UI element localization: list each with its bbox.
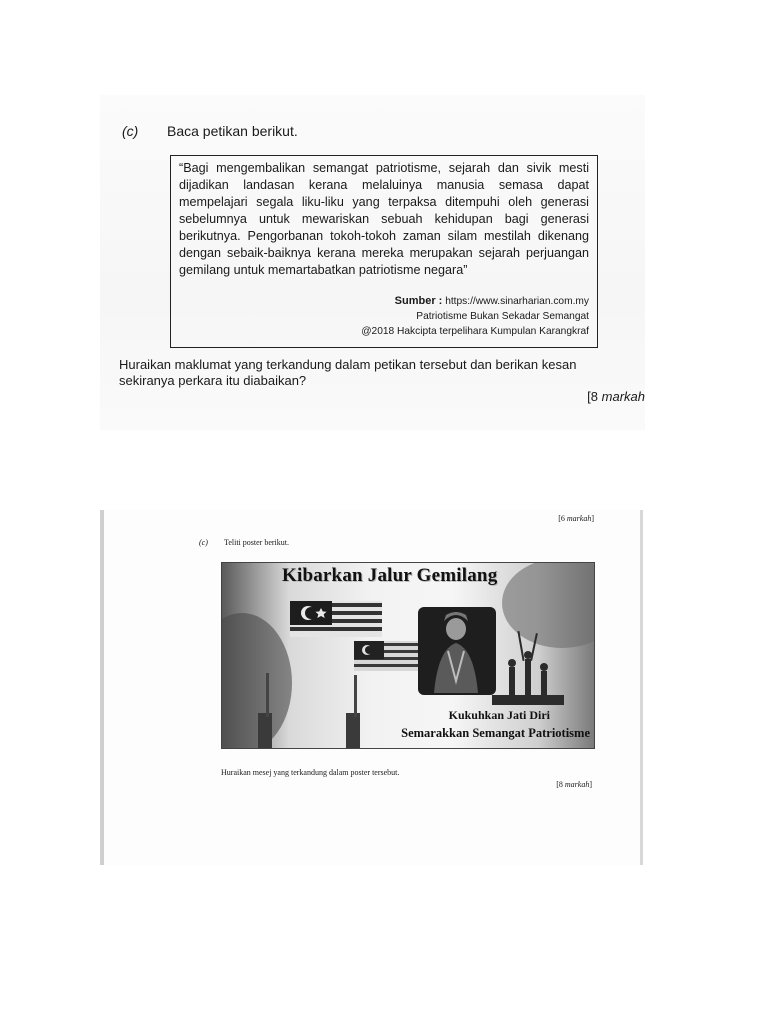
previous-marks-label [558, 514, 594, 523]
marks-label [587, 389, 645, 404]
prev-marks-word: markah [566, 514, 592, 523]
quote-text: “Bagi mengembalikan semangat patriotisme, sejarah dan sivik mesti dijadikan landasan kerana melaluinya manusia semasa dapat mempelajari segala liku-liku yang terpaksa ditempuhi oleh generasi sebelumnya untuk mewariskan sebuah kehidupan bagi generasi berikutnya. Pengorbanan tokoh-tokoh zaman silam mestilah dikenang dengan sebaik-baiknya kerana mereka merupakan sejarah perjuangan gemilang untuk memartabatkan patriotisme negara” [179, 161, 589, 277]
poster-slogan-1: Kukuhkan Jati Diri [448, 708, 550, 722]
poster-slogan-2: Semarakkan Semangat Patriotisme [401, 726, 590, 740]
source-copyright: @2018 Hakcipta terpelihara Kumpulan Karangkraf [361, 326, 589, 337]
question-text: Huraikan maklumat yang terkandung dalam petikan tersebut dan berikan kesan sekiranya perkara itu diabaikan? [119, 357, 577, 388]
top-question-sheet [100, 95, 645, 430]
marks-open: [8 [587, 389, 602, 404]
question-text: Huraikan mesej yang terkandung dalam poster tersebut. [221, 768, 400, 777]
question-label: (c) [122, 123, 139, 139]
bottom-question-sheet [100, 510, 643, 865]
source-citation [361, 294, 589, 339]
quote-box [170, 155, 598, 348]
marks-word: markah [564, 780, 590, 789]
marks-label [556, 780, 592, 789]
malaysian-flag-icon [290, 601, 382, 637]
prev-marks-open: [6 [558, 514, 567, 523]
portrait-icon [418, 607, 496, 695]
patriotism-poster [221, 562, 595, 749]
source-title: Patriotisme Bukan Sekadar Semangat [416, 311, 589, 322]
source-url: https://www.sinarharian.com.my [445, 296, 589, 307]
source-label: Sumber : [394, 295, 443, 307]
question-prompt: Baca petikan berikut. [167, 123, 298, 139]
malaysian-flag-icon [354, 641, 424, 671]
hand-holding-flag-icon [346, 675, 360, 748]
marks-close: ] [589, 780, 592, 789]
poster-title: Kibarkan Jalur Gemilang [282, 565, 498, 586]
marks-open: [8 [556, 780, 565, 789]
marks-word: markah [601, 389, 645, 404]
question-label: (c) [199, 538, 208, 547]
prev-marks-close: ] [591, 514, 594, 523]
question-prompt: Teliti poster berikut. [224, 538, 289, 547]
